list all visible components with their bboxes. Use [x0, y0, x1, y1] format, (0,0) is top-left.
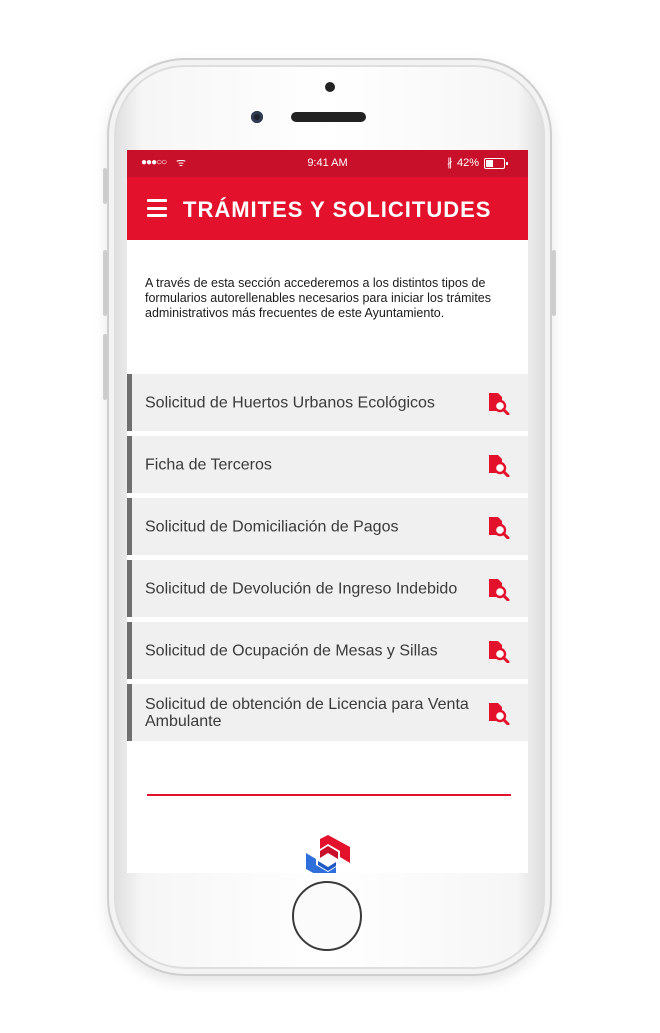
wifi-icon: ᯤ: [176, 157, 187, 169]
signal-strength-icon: ●●●○○: [141, 157, 167, 168]
form-item-label: Solicitud de obtención de Licencia para Venta Ambulante: [145, 695, 469, 730]
form-item-label: Ficha de Terceros: [145, 456, 272, 473]
app-header: [127, 177, 528, 240]
home-button[interactable]: [292, 881, 362, 951]
form-item-huertos-urbanos[interactable]: [127, 374, 528, 431]
front-camera: [251, 111, 263, 123]
hamburger-icon[interactable]: [147, 199, 167, 217]
form-item-devolucion-ingreso[interactable]: [127, 560, 528, 617]
footer-divider: [147, 794, 511, 796]
document-search-icon[interactable]: [486, 391, 510, 415]
bluetooth-icon: ∦: [447, 157, 453, 169]
intro-description: A través de esta sección accederemos a los distintos tipos de formularios autorellenables necesarios para iniciar los trámites administrativos más frecuentes de este Ayuntamiento.: [145, 276, 491, 320]
status-time: 9:41 AM: [307, 157, 348, 169]
proximity-sensor: [325, 82, 335, 92]
form-item-label: Solicitud de Domiciliación de Pagos: [145, 518, 399, 535]
earpiece-speaker: [291, 112, 366, 122]
document-search-icon[interactable]: [486, 701, 510, 725]
document-search-icon[interactable]: [486, 515, 510, 539]
power-button: [552, 250, 556, 316]
form-item-venta-ambulante[interactable]: [127, 684, 528, 741]
battery-icon: [484, 158, 505, 169]
form-item-label: Solicitud de Devolución de Ingreso Indebido: [145, 580, 458, 597]
app-logo: [298, 833, 358, 873]
page-title: TRÁMITES Y SOLICITUDES: [183, 197, 492, 222]
status-bar: [127, 150, 528, 177]
form-item-ficha-terceros[interactable]: [127, 436, 528, 493]
forms-list: [127, 374, 528, 746]
form-item-label: Solicitud de Ocupación de Mesas y Sillas: [145, 642, 438, 659]
document-search-icon[interactable]: [486, 577, 510, 601]
form-item-label: Solicitud de Huertos Urbanos Ecológicos: [145, 394, 435, 411]
document-search-icon[interactable]: [486, 453, 510, 477]
app-screen: [127, 150, 528, 873]
document-search-icon[interactable]: [486, 639, 510, 663]
form-item-ocupacion-mesas[interactable]: [127, 622, 528, 679]
form-item-domiciliacion-pagos[interactable]: [127, 498, 528, 555]
battery-percentage: 42%: [457, 157, 480, 169]
